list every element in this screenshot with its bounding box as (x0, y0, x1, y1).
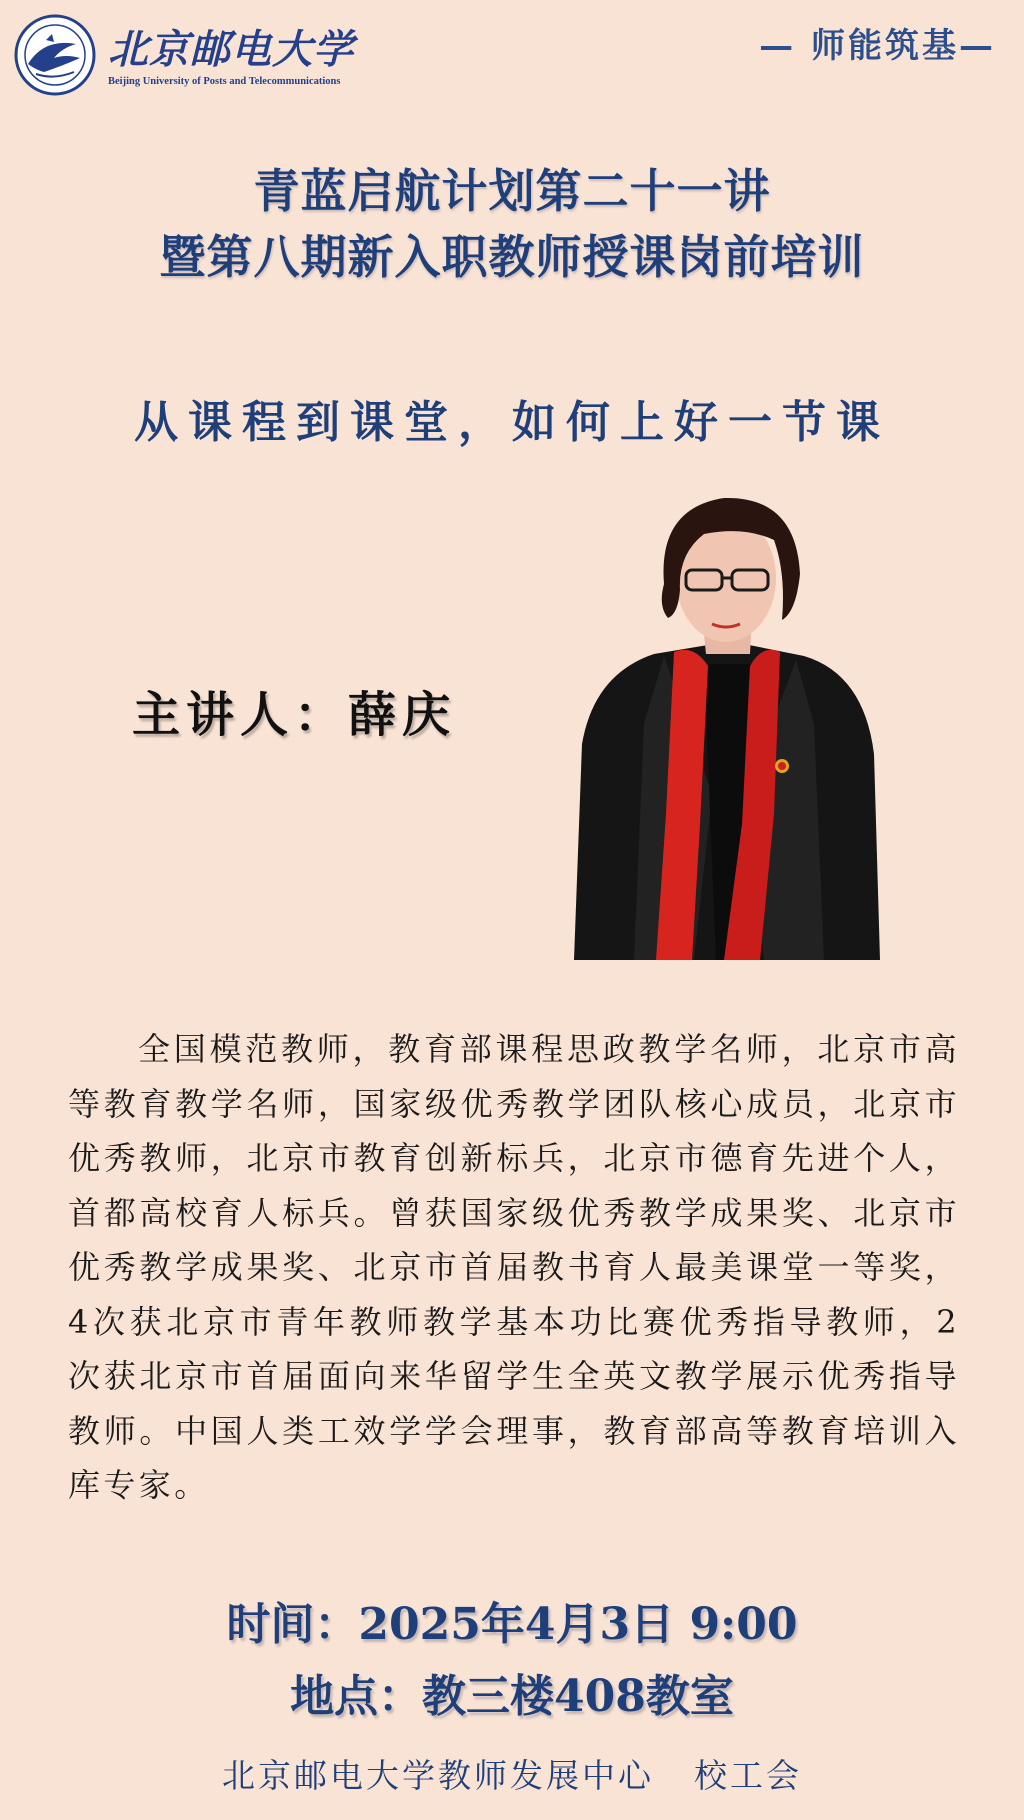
speaker-portrait (574, 494, 880, 960)
lecture-topic: 从课程到课堂，如何上好一节课 (134, 397, 890, 448)
university-name-en: Beijing University of Posts and Telecommunications (108, 76, 341, 87)
organizer-labor-union: 校工会 (694, 1756, 802, 1795)
university-logo (14, 14, 354, 96)
organizer-teacher-development-center: 北京邮电大学教师发展中心 (222, 1756, 654, 1795)
organizers (0, 1750, 1024, 1797)
speaker-name: 主讲人：薛庆 (132, 687, 457, 743)
speaker-bio: 全国模范教师，教育部课程思政教学名师，北京市高等教育教学名师，国家级优秀教学团队核心成员，北京市优秀教师，北京市教育创新标兵，北京市德育先进个人，首都高校育人标兵。曾获国家级优秀教学成果奖、北京市优秀教学成果奖、北京市首届教书育人最美课堂一等奖，4次获北京市青年教师教学基本功比赛优秀指导教师，2次获北京市首届面向来华留学生全英文教学展示优秀指导教师。中国人类工效学学会理事，教育部高等教育培训入库专家。 (68, 1030, 960, 1504)
series-tag: — 师能筑基— (759, 26, 996, 66)
event-title (0, 158, 1024, 290)
title-line-2: 暨第八期新入职教师授课岗前培训 (159, 230, 865, 284)
event-time: 时间：2025年4月3日 9:00 (226, 1599, 798, 1650)
university-name-cn: 北京邮电大学 (108, 26, 354, 73)
event-place: 地点：教三楼408教室 (290, 1671, 734, 1722)
title-line-1: 青蓝启航计划第二十一讲 (253, 164, 771, 218)
university-seal-icon (14, 14, 96, 96)
